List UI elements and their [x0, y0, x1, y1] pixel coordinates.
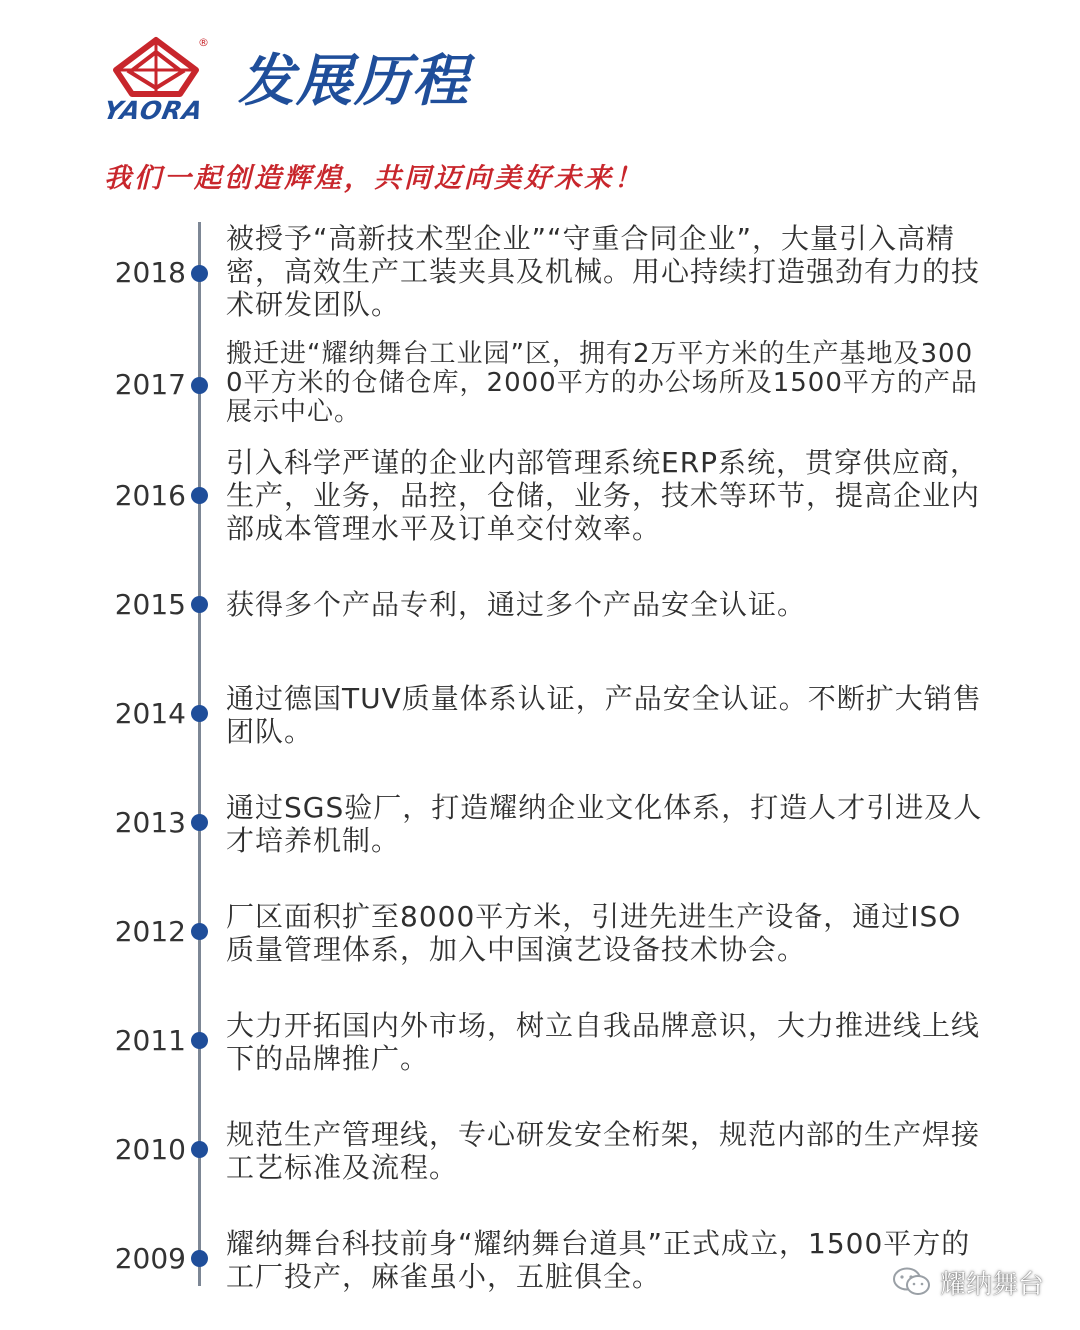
- logo-mark-icon: [100, 36, 212, 98]
- timeline-dot: [191, 705, 208, 722]
- timeline-description: 通过德国TUV质量体系认证，产品安全认证。不断扩大销售团队。: [226, 682, 982, 748]
- timeline-year: 2009: [114, 1242, 186, 1275]
- timeline-description: 被授予“高新技术型企业”“守重合同企业”，大量引入高精密，高效生产工装夹具及机械。用心持续打造强劲有力的技术研发团队。: [226, 222, 981, 321]
- timeline-year: 2015: [114, 588, 186, 621]
- timeline-year: 2014: [114, 697, 186, 730]
- watermark-text: 耀纳舞台: [939, 1269, 1044, 1300]
- timeline-year: 2010: [114, 1133, 186, 1166]
- timeline-description: 获得多个产品专利，通过多个产品安全认证。: [226, 588, 807, 621]
- logo-text: YAORA: [100, 96, 207, 125]
- timeline-year: 2013: [114, 806, 186, 839]
- timeline-dot: [191, 265, 208, 282]
- timeline-dot: [191, 923, 208, 940]
- timeline-year: 2017: [114, 368, 186, 401]
- timeline-year: 2012: [114, 915, 186, 948]
- watermark: [892, 1264, 1044, 1300]
- timeline-dot: [191, 487, 208, 504]
- timeline-description: 搬迁进“耀纳舞台工业园”区，拥有2万平方米的生产基地及3000平方米的仓储仓库，2000平方的办公场所及1500平方的产品展示中心。: [226, 339, 978, 427]
- timeline-year: 2016: [114, 479, 186, 512]
- timeline-dot: [191, 596, 208, 613]
- timeline-year: 2018: [114, 256, 186, 289]
- page-title: 发展历程: [238, 49, 470, 114]
- timeline-description: 通过SGS验厂，打造耀纳企业文化体系，打造人才引进及人才培养机制。: [226, 791, 983, 857]
- timeline-description: 耀纳舞台科技前身“耀纳舞台道具”正式成立，1500平方的工厂投产，麻雀虽小，五脏俱全。: [226, 1227, 971, 1293]
- timeline-year: 2011: [114, 1024, 186, 1057]
- timeline-dot: [191, 1032, 208, 1049]
- timeline-dot: [191, 1250, 208, 1267]
- timeline-description: 引入科学严谨的企业内部管理系统ERP系统，贯穿供应商，生产，业务，品控，仓储，业务，技术等环节，提高企业内部成本管理水平及订单交付效率。: [226, 446, 981, 545]
- timeline-dot: [191, 1141, 208, 1158]
- registered-mark: ®: [198, 36, 209, 49]
- timeline-description: 大力开拓国内外市场，树立自我品牌意识，大力推进线上线下的品牌推广。: [226, 1009, 981, 1075]
- timeline-dot: [191, 814, 208, 831]
- timeline-description: 规范生产管理线，专心研发安全桁架，规范内部的生产焊接工艺标准及流程。: [226, 1118, 981, 1184]
- wechat-icon: [892, 1266, 932, 1298]
- timeline-description: 厂区面积扩至8000平方米，引进先进生产设备，通过ISO质量管理体系，加入中国演艺设备技术协会。: [226, 900, 962, 966]
- slogan: 我们一起创造辉煌，共同迈向美好未来！: [104, 163, 644, 194]
- timeline-dot: [191, 377, 208, 394]
